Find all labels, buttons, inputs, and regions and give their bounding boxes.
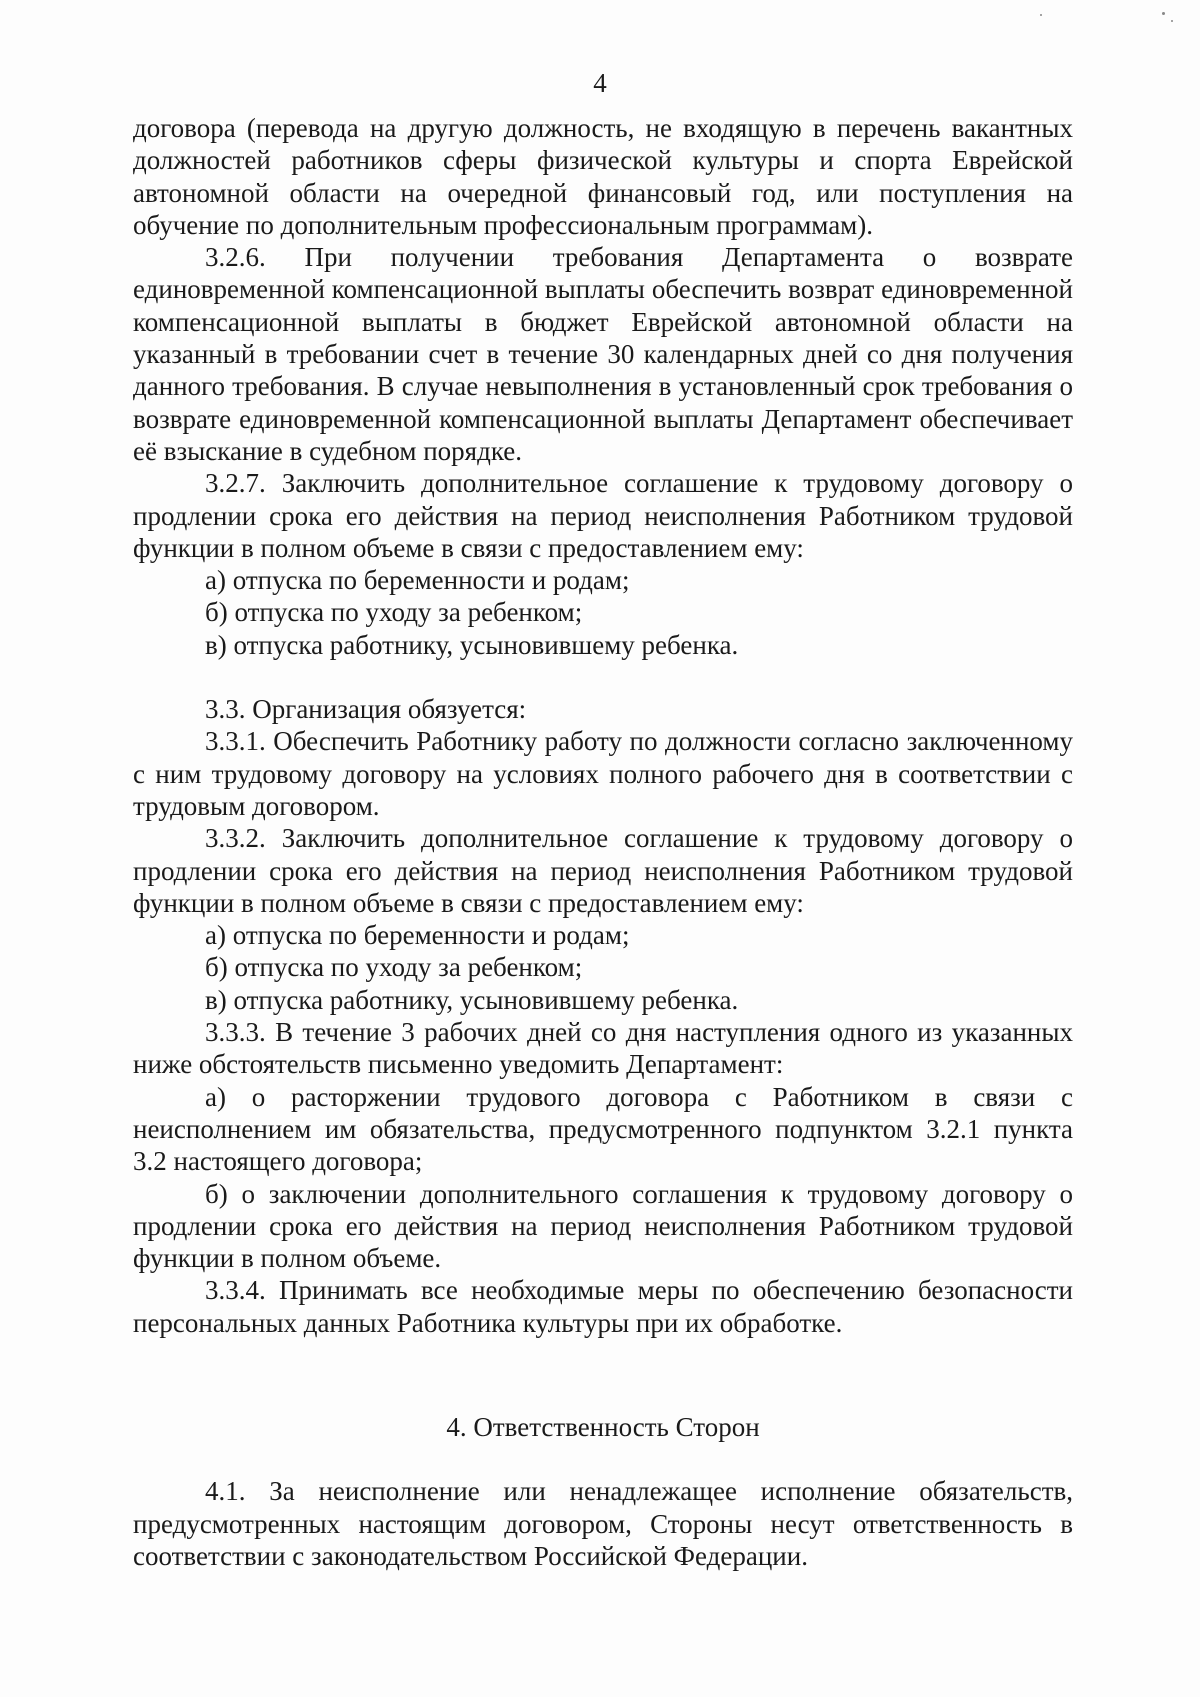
list-item: б) отпуска по уходу за ребенком; bbox=[205, 952, 583, 983]
paragraph-continuation: договора (перевода на другую должность, не входящую в перечень вакантных должностей работников сферы физической культуры и спорта Еврейской автономной области на очередной финансовый год, или поступления на обучение по дополнительным профессиональным программам). bbox=[133, 113, 1073, 240]
list-item: в) отпуска работнику, усыновившему ребенка. bbox=[205, 984, 739, 1015]
document-body bbox=[133, 112, 1073, 1572]
paragraph-3-3-3-b: б) о заключении дополнительного соглашения к трудовому договору о продлении срока его действия на период неисполнения Работником трудовой функции в полном объеме. bbox=[133, 1178, 1073, 1274]
scan-speck bbox=[1040, 14, 1042, 16]
paragraph-3-3-3-a: а) о расторжении трудового договора с Работником в связи с неисполнением им обязательства, предусмотренного подпунктом 3.2.1 пункта 3.2 настоящего договора; bbox=[133, 1081, 1073, 1177]
paragraph-3-3-2: 3.3.2. Заключить дополнительное соглашение к трудовому договору о продлении срока его действия на период неисполнения Работником трудовой функции в полном объеме в связи с предоставлением ему: bbox=[133, 823, 1073, 918]
spacer bbox=[133, 661, 1073, 693]
list-item: а) отпуска по беременности и родам; bbox=[205, 565, 630, 596]
section-heading: 4. Ответственность Сторон bbox=[446, 1411, 760, 1442]
spacer bbox=[133, 1379, 1073, 1411]
paragraph-3-3-1: 3.3.1. Обеспечить Работнику работу по должности согласно заключенному с ним трудовому договору на условиях полного рабочего дня в соответствии с трудовым договором. bbox=[133, 726, 1073, 821]
spacer bbox=[133, 1339, 1073, 1379]
list-item: б) отпуска по уходу за ребенком; bbox=[205, 597, 583, 628]
scan-speck bbox=[1162, 12, 1165, 15]
paragraph-3-2-6: 3.2.6. При получении требования Департамента о возврате единовременной компенсационной выплаты обеспечить возврат единовременной компенсационной выплаты в бюджет Еврейской автономной области на указанный в требовании счет в течение 30 календарных дней со дня получения данного требования. В случае невыполнения в установленный срок требования о возврате единовременной компенсационной выплаты Департамент обеспечивает её взыскание в судебном порядке. bbox=[133, 242, 1073, 466]
scan-speck bbox=[1171, 20, 1173, 22]
paragraph-3-3-3: 3.3.3. В течение 3 рабочих дней со дня наступления одного из указанных ниже обстоятельств письменно уведомить Департамент: bbox=[133, 1017, 1073, 1080]
paragraph-3-3: 3.3. Организация обязуется: bbox=[205, 694, 527, 725]
spacer bbox=[133, 1443, 1073, 1475]
paragraph-4-1: 4.1. За неисполнение или ненадлежащее исполнение обязательств, предусмотренных настоящим договором, Стороны несут ответственность в соответствии с законодательством Российской Федерации. bbox=[133, 1476, 1073, 1571]
paragraph-3-3-4: 3.3.4. Принимать все необходимые меры по обеспечению безопасности персональных данных Работника культуры при их обработке. bbox=[133, 1275, 1073, 1338]
page-number: 4 bbox=[593, 68, 607, 98]
list-item: в) отпуска работнику, усыновившему ребенка. bbox=[205, 629, 739, 660]
paragraph-3-2-7: 3.2.7. Заключить дополнительное соглашение к трудовому договору о продлении срока его действия на период неисполнения Работником трудовой функции в полном объеме в связи с предоставлением ему: bbox=[133, 468, 1073, 563]
list-item: а) отпуска по беременности и родам; bbox=[205, 920, 630, 951]
